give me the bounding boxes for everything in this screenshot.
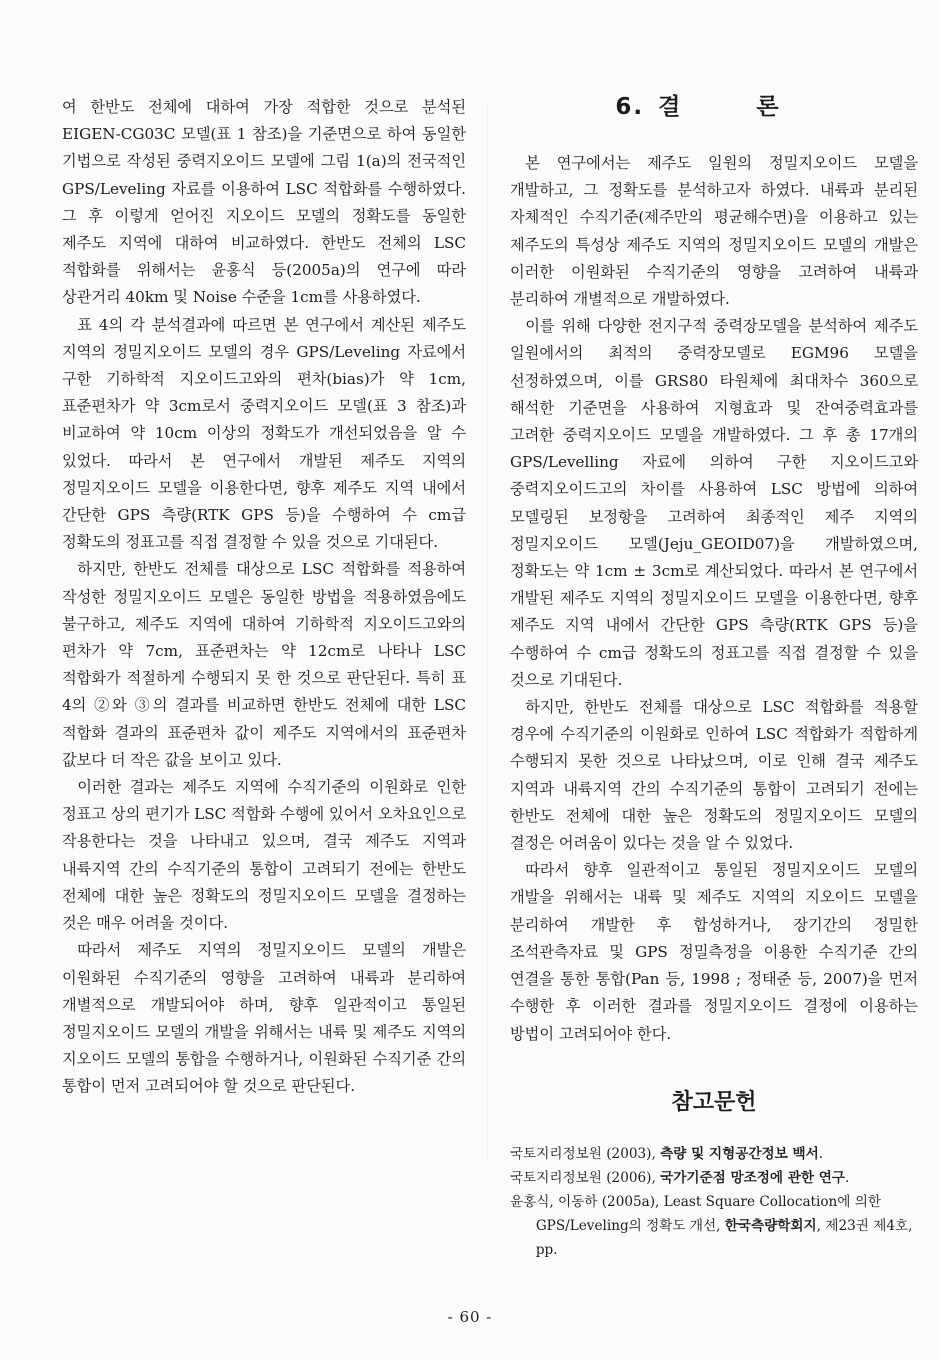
references-heading: 참고문헌 bbox=[671, 1089, 757, 1115]
body-paragraph: 하지만, 한반도 전체를 대상으로 LSC 적합화를 적용할 경우에 수직기준의 이원화로 인하여 LSC 적합화가 적합하게 수행되지 못한 것으로 나타났으며, 이로 인해 결국 제주도 지역과 내륙지역 간의 수직기준의 통합이 고려되기 전에는 한반도 전체에 대한 높은 정확도의 정밀지오이드 모델의 결정은 어려움이 있다는 것을 알 수 있었다. bbox=[510, 698, 918, 853]
left-column bbox=[62, 94, 466, 1101]
body-paragraph: 이를 위해 다양한 전지구적 중력장모델을 분석하여 제주도 일원에서의 최적의 중력장모델로 EGM96 모델을 선정하였으며, 이를 GRS80 타원체에 최대차수 360으로 해석한 기준면을 사용하여 지형효과 및 잔여중력효과를 고려한 중력지오이드 모델을 개발하였다. 그 후 총 17개의 GPS/Levelling 자료에 의하여 구한 지오이드고와 중력지오이드고의 차이를 사용하여 LSC 방법에 의하여 모델링된 보정항을 고려하여 최종적인 제주 지역의 정밀지오이드 모델(Jeju_GEOID07)을 개발하였으며, 정확도는 약 1cm ± 3cm로 계산되었다. 따라서 본 연구에서 개발된 제주도 지역의 정밀지오이드 모델을 이용한다면, 향후 제주도 지역 내에서 간단한 GPS 측량(RTK GPS 등)을 수행하여 수 cm급 정확도의 정표고를 직접 결정할 수 있을 것으로 기대된다. bbox=[510, 317, 918, 689]
right-column bbox=[510, 92, 918, 1262]
body-paragraph: 따라서 향후 일관적이고 통일된 정밀지오이드 모델의 개발을 위해서는 내륙 및 제주도 지역의 지오이드 모델을 분리하여 개발한 후 합성하거나, 장기간의 정밀한 조석관측자료 및 GPS 정밀측정을 이용한 수직기준 간의 연결을 통한 통합(Pan 등, 1998 ; 정태준 등, 2007)을 먼저 수행한 후 이러한 결과를 정밀지오이드 결정에 이용하는 방법이 고려되어야 한다. bbox=[510, 861, 918, 1043]
section-heading bbox=[510, 92, 918, 122]
section-number: 6. bbox=[615, 94, 645, 120]
body-paragraph: 여 한반도 전체에 대하여 가장 적합한 것으로 분석된 EIGEN-CG03C 모델(표 1 참조)을 기준면으로 하여 동일한 기법으로 작성된 중력지오이드 모델에 그림 1(a)의 전국적인 GPS/Leveling 자료를 이용하여 LSC 적합화를 수행하였다. 그 후 이렇게 얻어진 지오이드 모델의 정확도를 동일한 제주도 지역에 대하여 비교하였다. 한반도 전체의 LSC 적합화를 위해서는 윤홍식 등(2005a)의 연구에 따라 상관거리 40km 및 Noise 수준을 1cm를 사용하였다. bbox=[62, 98, 466, 307]
body-paragraph: 하지만, 한반도 전체를 대상으로 LSC 적합화를 적용하여 작성한 정밀지오이드 모델은 동일한 방법을 적용하였음에도 불구하고, 제주도 지역에 대하여 기하학적 지오이드고와의 편차가 약 7cm, 표준편차는 약 12cm로 나타나 LSC 적합화가 적절하게 수행되지 못 한 것으로 판단된다. 특히 표 4의 ②와 ③의 결과를 비교하면 한반도 전체에 대한 LSC 적합화 결과의 표준편차 값이 제주도 지역에서의 표준편차 값보다 더 작은 값을 보이고 있다. bbox=[62, 560, 466, 769]
page-number: - 60 - bbox=[447, 1308, 493, 1326]
section-title: 결 론 bbox=[658, 94, 813, 120]
reference-list bbox=[510, 1142, 918, 1262]
body-paragraph: 이러한 결과는 제주도 지역에 수직기준의 이원화로 인한 정표고 상의 편기가 LSC 적합화 수행에 있어서 오차요인으로 작용한다는 것을 나타내고 있으며, 결국 제주도 지역과 내륙지역 간의 수직기준의 통합이 고려되기 전에는 한반도 전체에 대한 높은 정확도의 정밀지오이드 모델을 결정하는 것은 매우 어려울 것이다. bbox=[62, 778, 466, 933]
body-paragraph: 표 4의 각 분석결과에 따르면 본 연구에서 계산된 제주도 지역의 정밀지오이드 모델의 경우 GPS/Leveling 자료에서 구한 기하학적 지오이드고와의 편차(bias)가 약 1cm, 표준편차가 약 3cm로서 중력지오이드 모델(표 3 참조)과 비교하여 약 10cm 이상의 정확도가 개선되었음을 알 수 있었다. 따라서 본 연구에서 개발된 제주도 지역의 정밀지오이드 모델을 이용한다면, 향후 제주도 지역 내에서 간단한 GPS 측량(RTK GPS 등)을 수행하여 수 cm급 정확도의 정표고를 직접 결정할 수 있을 것으로 기대된다. bbox=[62, 315, 466, 552]
reference-item: 국토지리정보원 (2003), 측량 및 지형공간정보 백서. bbox=[510, 1145, 824, 1162]
body-paragraph: 본 연구에서는 제주도 일원의 정밀지오이드 모델을 개발하고, 그 정확도를 분석하고자 하였다. 내륙과 분리된 자체적인 수직기준(제주만의 평균해수면)을 이용하고 있는 제주도의 특성상 제주도 지역의 정밀지오이드 모델의 개발은 이러한 이원화된 수직기준의 영향을 고려하여 내륙과 분리하여 개별적으로 개발하였다. bbox=[510, 154, 918, 309]
reference-item: 국토지리정보원 (2006), 국가기준점 망조정에 관한 연구. bbox=[510, 1169, 850, 1186]
reference-item: 윤홍식, 이동하 (2005a), Least Square Collocation에 의한 GPS/Leveling의 정확도 개선, 한국측량학회지, 제23권 제4호, pp. bbox=[510, 1193, 913, 1258]
body-paragraph: 따라서 제주도 지역의 정밀지오이드 모델의 개발은 이원화된 수직기준의 영향을 고려하여 내륙과 분리하여 개별적으로 개발되어야 하며, 향후 일관적이고 통일된 정밀지오이드 모델의 개발을 위해서는 내륙 및 제주도 지역의 지오이드 모델의 통합을 수행하거나, 이원화된 수직기준 간의 통합이 먼저 고려되어야 할 것으로 판단된다. bbox=[62, 941, 466, 1096]
column-gutter bbox=[487, 100, 488, 1160]
